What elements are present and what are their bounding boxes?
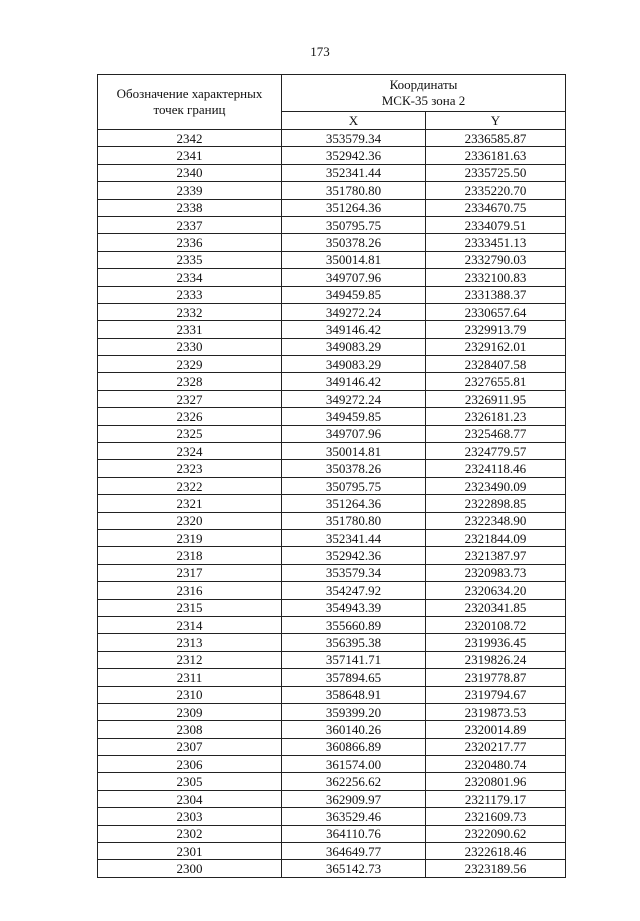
point-id-cell: 2320 <box>98 512 282 529</box>
point-id-cell: 2332 <box>98 303 282 320</box>
x-coordinate-cell: 349459.85 <box>282 408 426 425</box>
table-row <box>98 582 566 599</box>
point-id-cell: 2310 <box>98 686 282 703</box>
point-id-cell: 2300 <box>98 860 282 877</box>
x-coordinate-cell: 349146.42 <box>282 321 426 338</box>
y-coordinate-cell: 2330657.64 <box>426 303 566 320</box>
point-id-cell: 2322 <box>98 477 282 494</box>
y-coordinate-cell: 2320634.20 <box>426 582 566 599</box>
point-label-header-line1: Обозначение характерных <box>116 86 263 101</box>
point-id-cell: 2302 <box>98 825 282 842</box>
x-coordinate-cell: 357141.71 <box>282 651 426 668</box>
y-coordinate-cell: 2332100.83 <box>426 269 566 286</box>
table-row <box>98 199 566 216</box>
x-coordinate-cell: 349707.96 <box>282 425 426 442</box>
x-coordinate-cell: 351780.80 <box>282 512 426 529</box>
table-row <box>98 460 566 477</box>
table-row <box>98 790 566 807</box>
x-coordinate-cell: 358648.91 <box>282 686 426 703</box>
y-coordinate-cell: 2319778.87 <box>426 669 566 686</box>
y-coordinate-cell: 2323490.09 <box>426 477 566 494</box>
x-coordinate-cell: 350014.81 <box>282 443 426 460</box>
point-id-cell: 2314 <box>98 616 282 633</box>
table-row <box>98 825 566 842</box>
y-coordinate-cell: 2336181.63 <box>426 147 566 164</box>
y-coordinate-cell: 2321179.17 <box>426 790 566 807</box>
table-row <box>98 321 566 338</box>
coordinates-group-header <box>282 75 566 112</box>
point-id-cell: 2341 <box>98 147 282 164</box>
table-row <box>98 843 566 860</box>
x-coordinate-cell: 365142.73 <box>282 860 426 877</box>
table-row <box>98 547 566 564</box>
y-coordinate-cell: 2320014.89 <box>426 721 566 738</box>
point-id-cell: 2318 <box>98 547 282 564</box>
table-row <box>98 512 566 529</box>
point-id-cell: 2335 <box>98 251 282 268</box>
point-id-cell: 2327 <box>98 390 282 407</box>
x-coordinate-cell: 362256.62 <box>282 773 426 790</box>
x-coordinate-cell: 363529.46 <box>282 808 426 825</box>
point-id-cell: 2336 <box>98 234 282 251</box>
x-coordinate-cell: 352942.36 <box>282 547 426 564</box>
x-coordinate-cell: 350378.26 <box>282 460 426 477</box>
y-coordinate-cell: 2323189.56 <box>426 860 566 877</box>
y-coordinate-cell: 2333451.13 <box>426 234 566 251</box>
table-row <box>98 234 566 251</box>
table-row <box>98 373 566 390</box>
y-coordinate-cell: 2321387.97 <box>426 547 566 564</box>
x-coordinate-cell: 357894.65 <box>282 669 426 686</box>
x-coordinate-cell: 359399.20 <box>282 703 426 720</box>
point-id-cell: 2330 <box>98 338 282 355</box>
y-coordinate-cell: 2322090.62 <box>426 825 566 842</box>
point-id-cell: 2342 <box>98 130 282 147</box>
page-number: 173 <box>310 44 330 59</box>
x-coordinate-cell: 360140.26 <box>282 721 426 738</box>
point-id-cell: 2329 <box>98 356 282 373</box>
y-column-header: Y <box>426 112 566 130</box>
table-row <box>98 443 566 460</box>
table-row <box>98 390 566 407</box>
point-id-cell: 2331 <box>98 321 282 338</box>
y-coordinate-cell: 2335220.70 <box>426 182 566 199</box>
x-coordinate-cell: 361574.00 <box>282 756 426 773</box>
y-coordinate-cell: 2321609.73 <box>426 808 566 825</box>
table-row <box>98 495 566 512</box>
y-coordinate-cell: 2332790.03 <box>426 251 566 268</box>
table-row <box>98 564 566 581</box>
x-coordinate-cell: 354247.92 <box>282 582 426 599</box>
table-row <box>98 182 566 199</box>
y-coordinate-cell: 2334079.51 <box>426 216 566 233</box>
point-id-cell: 2319 <box>98 529 282 546</box>
point-id-cell: 2340 <box>98 164 282 181</box>
table-row <box>98 251 566 268</box>
x-coordinate-cell: 349459.85 <box>282 286 426 303</box>
y-coordinate-cell: 2320480.74 <box>426 756 566 773</box>
y-coordinate-cell: 2319936.45 <box>426 634 566 651</box>
point-id-cell: 2339 <box>98 182 282 199</box>
x-coordinate-cell: 349146.42 <box>282 373 426 390</box>
coordinates-group-header-line1: Координаты <box>389 77 458 92</box>
x-coordinate-cell: 349083.29 <box>282 356 426 373</box>
point-id-cell: 2307 <box>98 738 282 755</box>
y-coordinate-cell: 2322898.85 <box>426 495 566 512</box>
x-coordinate-cell: 353579.34 <box>282 564 426 581</box>
x-coordinate-cell: 350795.75 <box>282 216 426 233</box>
point-id-cell: 2304 <box>98 790 282 807</box>
point-id-cell: 2321 <box>98 495 282 512</box>
y-coordinate-cell: 2326911.95 <box>426 390 566 407</box>
table-row <box>98 738 566 755</box>
y-coordinate-cell: 2325468.77 <box>426 425 566 442</box>
table-row <box>98 669 566 686</box>
point-id-cell: 2317 <box>98 564 282 581</box>
table-row <box>98 408 566 425</box>
x-coordinate-cell: 349707.96 <box>282 269 426 286</box>
x-coordinate-cell: 350014.81 <box>282 251 426 268</box>
table-row <box>98 808 566 825</box>
y-coordinate-cell: 2319826.24 <box>426 651 566 668</box>
table-row <box>98 477 566 494</box>
point-id-cell: 2308 <box>98 721 282 738</box>
y-coordinate-cell: 2329162.01 <box>426 338 566 355</box>
x-coordinate-cell: 355660.89 <box>282 616 426 633</box>
point-id-cell: 2338 <box>98 199 282 216</box>
table-row <box>98 303 566 320</box>
y-coordinate-cell: 2319873.53 <box>426 703 566 720</box>
table-row <box>98 773 566 790</box>
x-coordinate-cell: 351780.80 <box>282 182 426 199</box>
point-id-cell: 2311 <box>98 669 282 686</box>
table-row <box>98 616 566 633</box>
table-row <box>98 529 566 546</box>
y-coordinate-cell: 2335725.50 <box>426 164 566 181</box>
y-coordinate-cell: 2320217.77 <box>426 738 566 755</box>
table-row <box>98 269 566 286</box>
x-coordinate-cell: 352341.44 <box>282 529 426 546</box>
table-row <box>98 216 566 233</box>
point-id-cell: 2323 <box>98 460 282 477</box>
y-coordinate-cell: 2336585.87 <box>426 130 566 147</box>
x-coordinate-cell: 352341.44 <box>282 164 426 181</box>
table-row <box>98 356 566 373</box>
y-coordinate-cell: 2320801.96 <box>426 773 566 790</box>
table-row <box>98 634 566 651</box>
point-id-cell: 2306 <box>98 756 282 773</box>
y-coordinate-cell: 2320983.73 <box>426 564 566 581</box>
x-column-header: X <box>282 112 426 130</box>
y-coordinate-cell: 2329913.79 <box>426 321 566 338</box>
y-coordinate-cell: 2320341.85 <box>426 599 566 616</box>
y-coordinate-cell: 2322348.90 <box>426 512 566 529</box>
x-coordinate-cell: 362909.97 <box>282 790 426 807</box>
y-coordinate-cell: 2322618.46 <box>426 843 566 860</box>
table-row <box>98 651 566 668</box>
y-coordinate-cell: 2328407.58 <box>426 356 566 373</box>
table-row <box>98 599 566 616</box>
point-label-header-line2: точек границ <box>153 102 226 117</box>
table-row <box>98 164 566 181</box>
x-coordinate-cell: 364110.76 <box>282 825 426 842</box>
x-coordinate-cell: 351264.36 <box>282 495 426 512</box>
table-row <box>98 286 566 303</box>
table-row <box>98 686 566 703</box>
table-body <box>98 130 566 878</box>
point-id-cell: 2326 <box>98 408 282 425</box>
y-coordinate-cell: 2331388.37 <box>426 286 566 303</box>
table-row <box>98 147 566 164</box>
coordinates-group-header-line2: МСК-35 зона 2 <box>381 93 466 108</box>
point-id-cell: 2305 <box>98 773 282 790</box>
x-coordinate-cell: 354943.39 <box>282 599 426 616</box>
point-id-cell: 2312 <box>98 651 282 668</box>
x-coordinate-cell: 349083.29 <box>282 338 426 355</box>
y-coordinate-cell: 2320108.72 <box>426 616 566 633</box>
point-id-cell: 2309 <box>98 703 282 720</box>
table-row <box>98 425 566 442</box>
x-coordinate-cell: 349272.24 <box>282 303 426 320</box>
x-coordinate-cell: 351264.36 <box>282 199 426 216</box>
y-coordinate-cell: 2324118.46 <box>426 460 566 477</box>
y-coordinate-cell: 2326181.23 <box>426 408 566 425</box>
point-id-cell: 2301 <box>98 843 282 860</box>
point-id-cell: 2316 <box>98 582 282 599</box>
x-coordinate-cell: 350378.26 <box>282 234 426 251</box>
y-coordinate-cell: 2319794.67 <box>426 686 566 703</box>
table-row <box>98 130 566 147</box>
point-id-cell: 2328 <box>98 373 282 390</box>
x-coordinate-cell: 350795.75 <box>282 477 426 494</box>
y-coordinate-cell: 2324779.57 <box>426 443 566 460</box>
x-coordinate-cell: 353579.34 <box>282 130 426 147</box>
point-id-cell: 2315 <box>98 599 282 616</box>
table-row <box>98 756 566 773</box>
table-row <box>98 721 566 738</box>
point-id-cell: 2337 <box>98 216 282 233</box>
y-coordinate-cell: 2327655.81 <box>426 373 566 390</box>
point-id-cell: 2303 <box>98 808 282 825</box>
point-id-cell: 2313 <box>98 634 282 651</box>
table-row <box>98 703 566 720</box>
point-id-cell: 2325 <box>98 425 282 442</box>
point-id-cell: 2334 <box>98 269 282 286</box>
y-coordinate-cell: 2334670.75 <box>426 199 566 216</box>
table-row <box>98 860 566 877</box>
y-coordinate-cell: 2321844.09 <box>426 529 566 546</box>
x-coordinate-cell: 364649.77 <box>282 843 426 860</box>
point-id-cell: 2324 <box>98 443 282 460</box>
point-id-cell: 2333 <box>98 286 282 303</box>
table-row <box>98 338 566 355</box>
x-coordinate-cell: 352942.36 <box>282 147 426 164</box>
x-coordinate-cell: 349272.24 <box>282 390 426 407</box>
x-coordinate-cell: 356395.38 <box>282 634 426 651</box>
x-coordinate-cell: 360866.89 <box>282 738 426 755</box>
point-label-header <box>98 75 282 130</box>
coordinates-table <box>97 74 566 878</box>
